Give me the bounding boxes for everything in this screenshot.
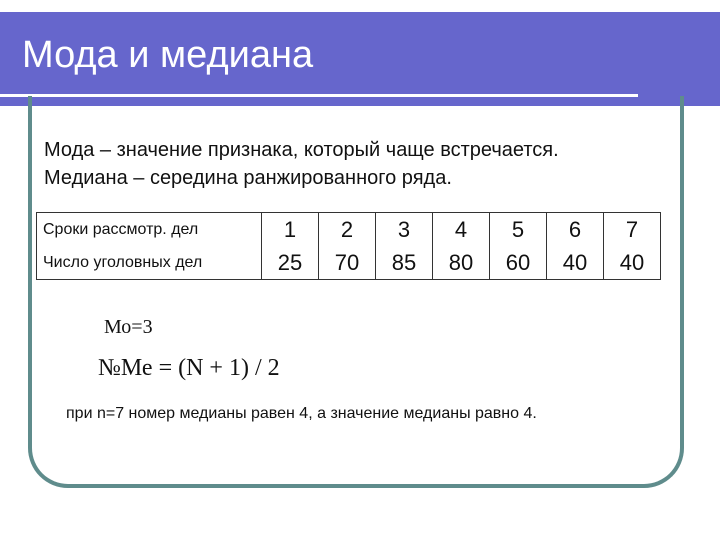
intro-line-mode: Мода – значение признака, который чаще встречается. — [44, 139, 559, 161]
table-cell: 4 — [433, 213, 490, 247]
table-cell: 1 — [262, 213, 319, 247]
table-cell: 60 — [490, 246, 547, 280]
table-cell: 40 — [604, 246, 661, 280]
table-row — [37, 213, 661, 247]
table-cell: 7 — [604, 213, 661, 247]
table-cell: 40 — [547, 246, 604, 280]
row-header: Сроки рассмотр. дел — [43, 220, 199, 238]
intro-line-median: Медиана – середина ранжированного ряда. — [44, 167, 452, 189]
slide-title: Мода и медиана — [22, 34, 314, 76]
table-cell: 3 — [376, 213, 433, 247]
table-cell: 70 — [319, 246, 376, 280]
median-formula: №Ме = (N + 1) / 2 — [98, 355, 280, 381]
median-conclusion: при n=7 номер медианы равен 4, а значение медианы равно 4. — [66, 405, 537, 422]
table-cell: 5 — [490, 213, 547, 247]
row-header: Число уголовных дел — [43, 253, 203, 271]
table-cell: 2 — [319, 213, 376, 247]
table-row — [37, 246, 661, 280]
cases-table — [36, 212, 661, 280]
table-cell: 80 — [433, 246, 490, 280]
table-cell: 85 — [376, 246, 433, 280]
mode-value: Мо=3 — [104, 316, 153, 338]
table-cell: 25 — [262, 246, 319, 280]
table-cell: 6 — [547, 213, 604, 247]
intro-text — [44, 136, 559, 192]
